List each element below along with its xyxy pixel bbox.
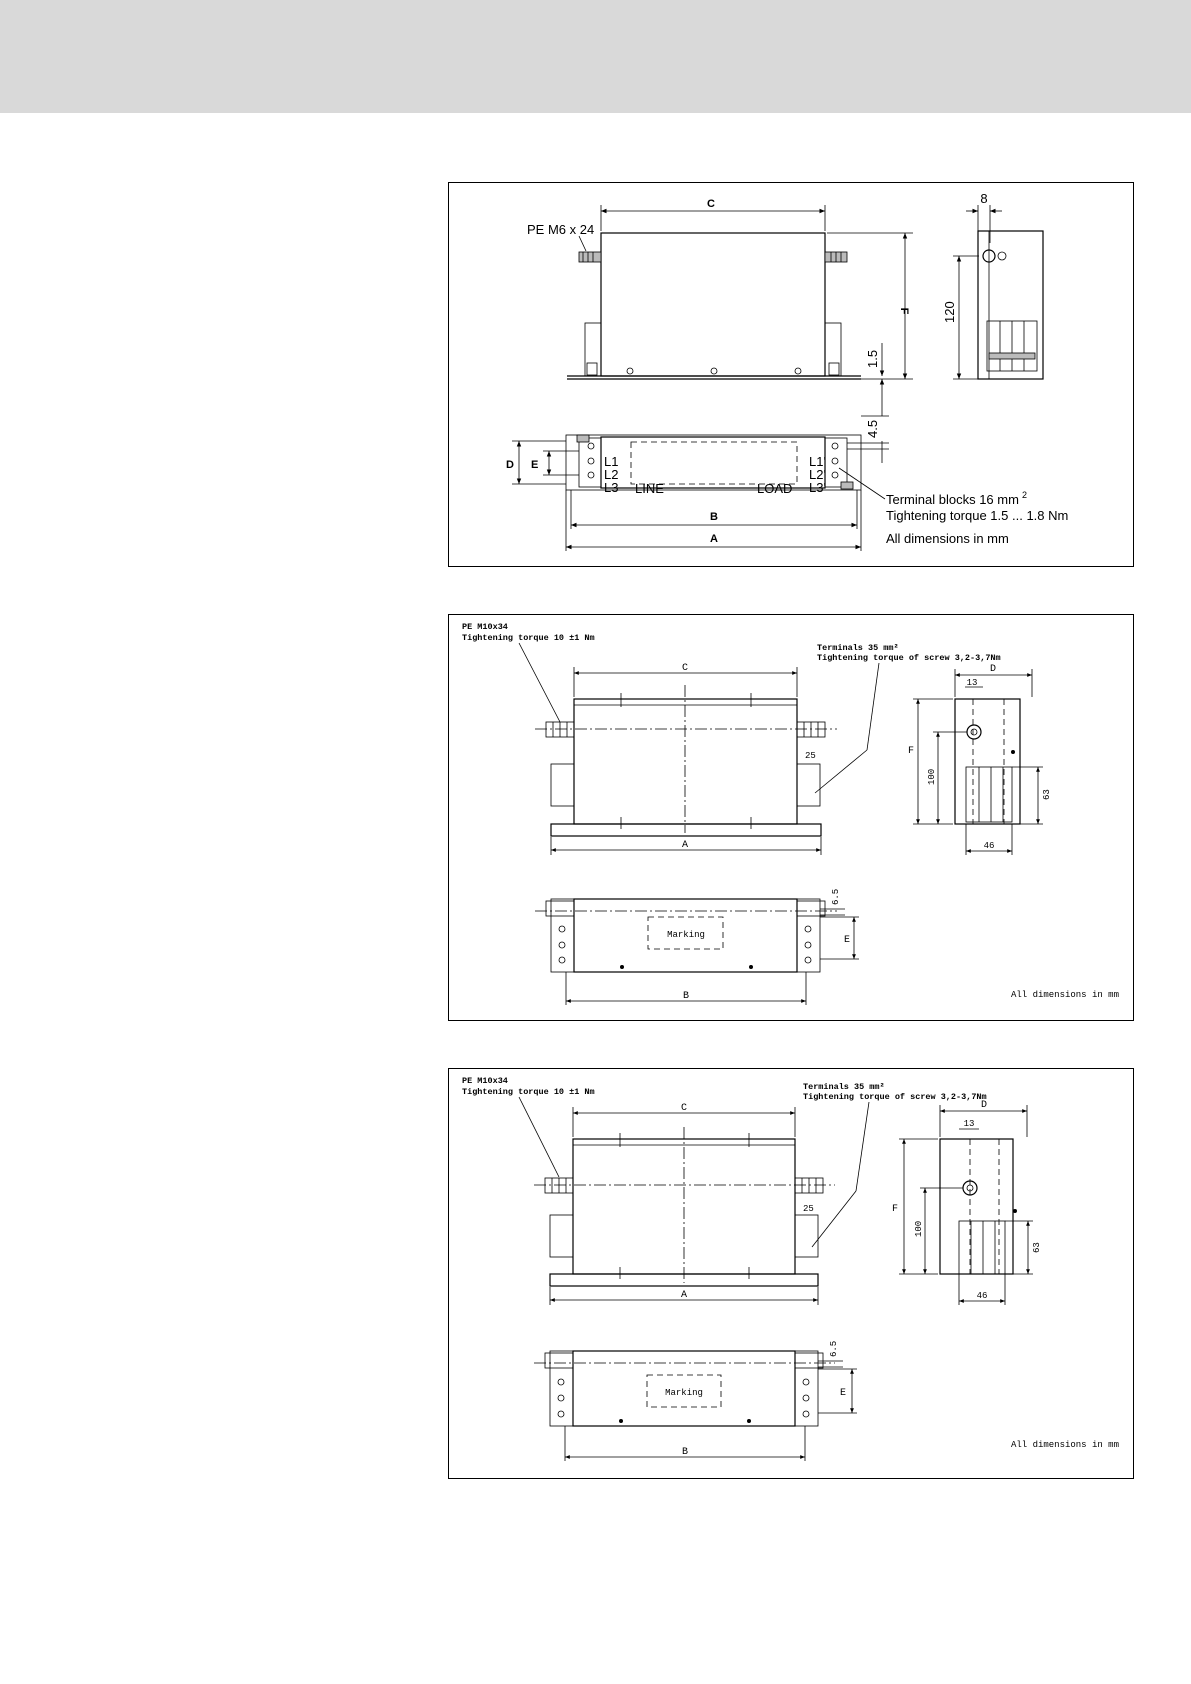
note-all-dimensions: All dimensions in mm [1010, 990, 1119, 1000]
marking-label: Marking [665, 1388, 703, 1398]
dim-c-label: C [707, 198, 715, 210]
dim-e-label: E [844, 935, 851, 946]
dim-f-label: F [908, 746, 915, 757]
terminal-l2-prime: L2' [809, 467, 826, 482]
filter-side-view [955, 699, 1020, 824]
pe-bolt-left [545, 1178, 573, 1193]
dim-13-label: 13 [963, 1119, 975, 1129]
dim-c-label: C [681, 663, 689, 674]
pe-bolt-right [797, 722, 825, 737]
dim-d-label: D [989, 664, 997, 675]
note-terminal-blocks: Terminal blocks 16 mm $^2$ [886, 490, 1027, 507]
dimension-drawing-35mm-a [448, 614, 1134, 1021]
dim-100-label: 100 [914, 1220, 924, 1237]
dim-a-label: A [681, 840, 689, 851]
dim-120-label: 120 [942, 301, 957, 323]
dim-b-label: B [682, 991, 690, 1002]
pe-torque-label: Tightening torque 10 ±1 Nm [462, 1087, 595, 1097]
dim-6-5-label: 6.5 [829, 1340, 839, 1357]
dim-d-label: D [506, 459, 514, 471]
terminal-l2: L2 [604, 467, 619, 482]
terminals-torque-label: Tightening torque of screw 3,2-3,7Nm [817, 653, 1001, 663]
terminals-torque-label: Tightening torque of screw 3,2-3,7Nm [803, 1092, 987, 1102]
filter-body-front [574, 699, 797, 824]
line-label: LINE [635, 481, 664, 496]
dim-13-label: 13 [966, 678, 978, 688]
pe-bolt-left [546, 722, 574, 737]
dim-25-label: 25 [803, 1204, 814, 1214]
dim-b-label: B [681, 1447, 689, 1458]
filter-body-front [601, 233, 825, 376]
pe-torque-label: Tightening torque 10 ±1 Nm [462, 633, 595, 643]
load-label: LOAD [757, 481, 793, 496]
dim-63-label: 63 [1042, 789, 1052, 800]
note-all-dimensions: All dimensions in mm [886, 531, 1009, 546]
dim-25-label: 25 [805, 751, 816, 761]
dim-d-label: D [980, 1100, 988, 1111]
dim-8-label: 8 [980, 191, 988, 206]
filter-side-view [940, 1139, 1013, 1274]
drawing-2-svg [449, 615, 1135, 1022]
pe-label: PE M10x34 [462, 622, 508, 632]
marking-label: Marking [667, 930, 705, 940]
dim-e-label: E [840, 1388, 847, 1399]
pe-label: PE M10x34 [462, 1076, 508, 1086]
dim-1-5-label: 1.5 [865, 349, 880, 368]
terminals-label: Terminals 35 mm² [803, 1082, 885, 1092]
dim-f-label: F [898, 307, 910, 315]
dim-4-5-label: 4.5 [865, 419, 880, 438]
drawing-3-svg [449, 1069, 1135, 1480]
terminal-l3-prime: L3' [809, 480, 826, 495]
terminals-label: Terminals 35 mm² [817, 643, 899, 653]
pe-bolt-right [795, 1178, 823, 1193]
dim-a-label: A [710, 533, 718, 545]
dim-b-label: B [710, 511, 718, 523]
dim-63-label: 63 [1032, 1242, 1042, 1253]
dim-100-label: 100 [927, 768, 937, 785]
dim-46-label: 46 [976, 1291, 988, 1301]
drawing-1-svg [449, 183, 1135, 568]
dim-f-label: F [892, 1204, 899, 1215]
pe-bolt-left [579, 252, 601, 262]
dim-6-5-label: 6.5 [831, 888, 841, 905]
terminal-l3: L3 [604, 480, 619, 495]
note-all-dimensions: All dimensions in mm [1010, 1440, 1119, 1450]
dimension-drawing-35mm-b [448, 1068, 1134, 1479]
note-tightening-torque: Tightening torque 1.5 ... 1.8 Nm [886, 508, 1069, 523]
dim-a-label: A [680, 1290, 688, 1301]
terminal-l1-prime: L1' [809, 454, 826, 469]
dim-c-label: C [680, 1103, 688, 1114]
pe-label: PE M6 x 24 [527, 222, 595, 237]
dim-46-label: 46 [983, 841, 995, 851]
terminal-l1: L1 [604, 454, 619, 469]
dim-e-label: E [531, 459, 539, 471]
dimension-drawing-16mm [448, 182, 1134, 567]
pe-bolt-right [825, 252, 847, 262]
header-band [0, 0, 1191, 113]
